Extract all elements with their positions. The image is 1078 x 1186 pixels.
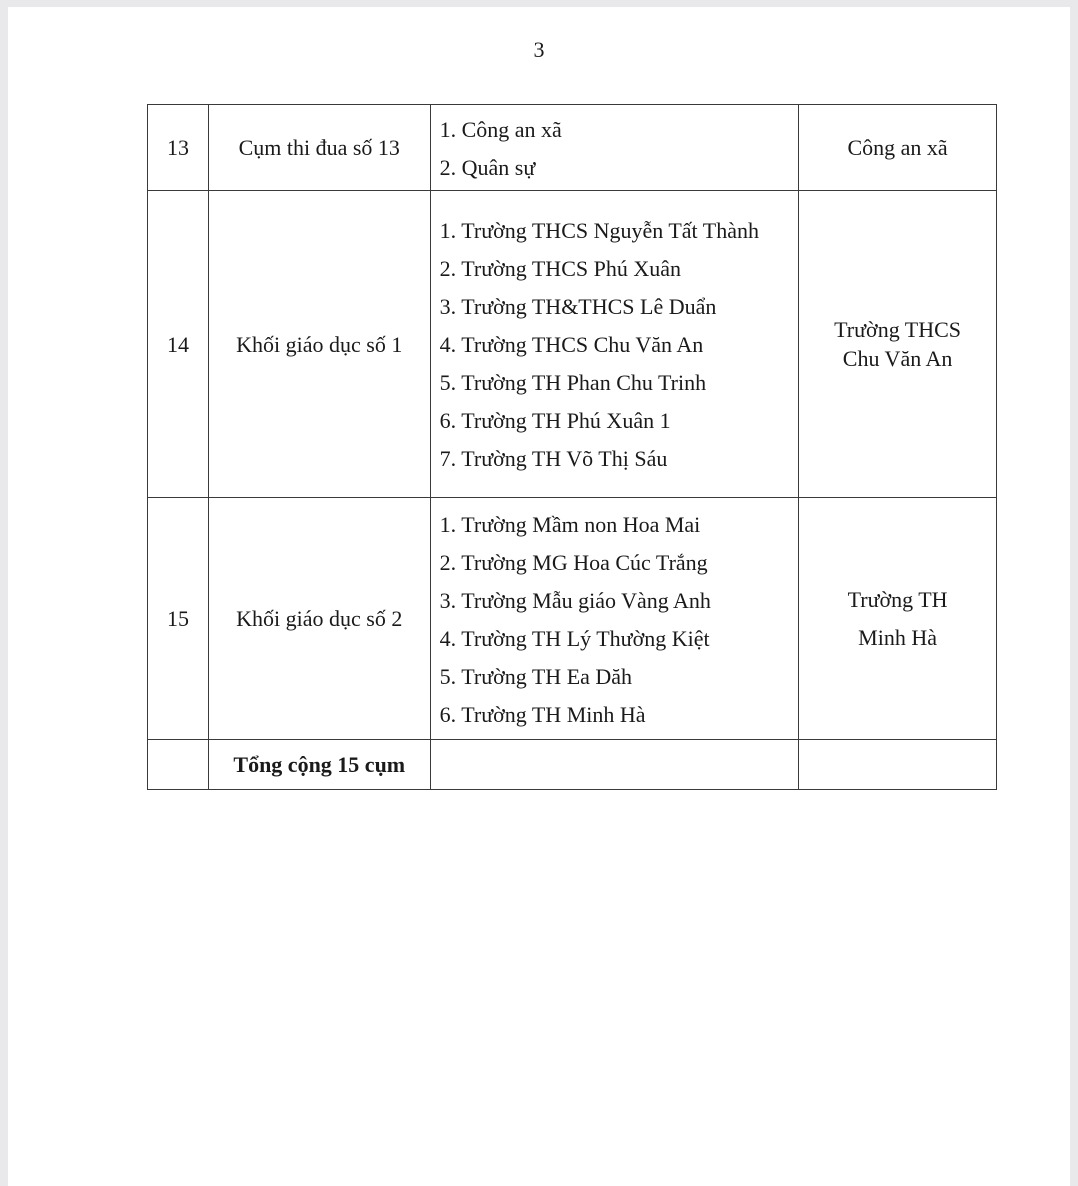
- row-number: 14: [148, 191, 209, 498]
- list-item: 6. Trường TH Phú Xuân 1: [439, 408, 671, 433]
- list-item: 2. Trường MG Hoa Cúc Trắng: [439, 549, 708, 575]
- table-row: [148, 498, 997, 740]
- list-item: 1. Trường Mầm non Hoa Mai: [439, 511, 701, 537]
- member-list-cell: [430, 498, 799, 740]
- cluster-name: Cụm thi đua số 13: [208, 105, 430, 191]
- cluster-name: Khối giáo dục số 2: [208, 498, 430, 740]
- member-list-cell: [430, 105, 799, 191]
- row-number: 15: [148, 498, 209, 740]
- list-item: 6. Trường TH Minh Hà: [439, 701, 646, 727]
- lead-unit-line: Trường THCS: [834, 317, 962, 342]
- list-item: 2. Trường THCS Phú Xuân: [439, 256, 681, 281]
- empty-cell: [430, 740, 799, 790]
- list-item: 3. Trường TH&THCS Lê Duẩn: [439, 294, 717, 319]
- list-item: 5. Trường TH Phan Chu Trinh: [439, 370, 707, 395]
- document-page: [8, 7, 1070, 1186]
- list-item: 2. Quân sự: [439, 154, 536, 180]
- member-list: [440, 115, 790, 182]
- lead-unit: [799, 498, 997, 740]
- cluster-name: Khối giáo dục số 1: [208, 191, 430, 498]
- list-item: 5. Trường TH Ea Dăh: [439, 663, 633, 689]
- list-item: 4. Trường TH Lý Thường Kiệt: [439, 625, 710, 651]
- cluster-table: [147, 104, 997, 790]
- lead-unit-line: Trường TH: [847, 587, 948, 612]
- member-list: [440, 510, 790, 729]
- list-item: 1. Trường THCS Nguyễn Tất Thành: [439, 218, 759, 243]
- row-number: 13: [148, 105, 209, 191]
- list-item: 1. Công an xã: [439, 116, 562, 142]
- empty-cell: [148, 740, 209, 790]
- list-item: 3. Trường Mẫu giáo Vàng Anh: [439, 587, 711, 613]
- total-row: [148, 740, 997, 790]
- total-label: Tổng cộng 15 cụm: [208, 740, 430, 790]
- empty-cell: [799, 740, 997, 790]
- lead-unit: [799, 191, 997, 498]
- member-list-cell: [430, 191, 799, 498]
- lead-unit-line: Chu Văn An: [842, 346, 953, 371]
- table-row: [148, 105, 997, 191]
- lead-unit-line: Công an xã: [847, 135, 948, 160]
- list-item: 4. Trường THCS Chu Văn An: [439, 332, 704, 357]
- lead-unit: [799, 105, 997, 191]
- list-item: 7. Trường TH Võ Thị Sáu: [439, 446, 668, 471]
- lead-unit-line: Minh Hà: [858, 625, 937, 650]
- page-number: 3: [533, 37, 545, 62]
- table-row: [148, 191, 997, 498]
- member-list: [440, 216, 790, 473]
